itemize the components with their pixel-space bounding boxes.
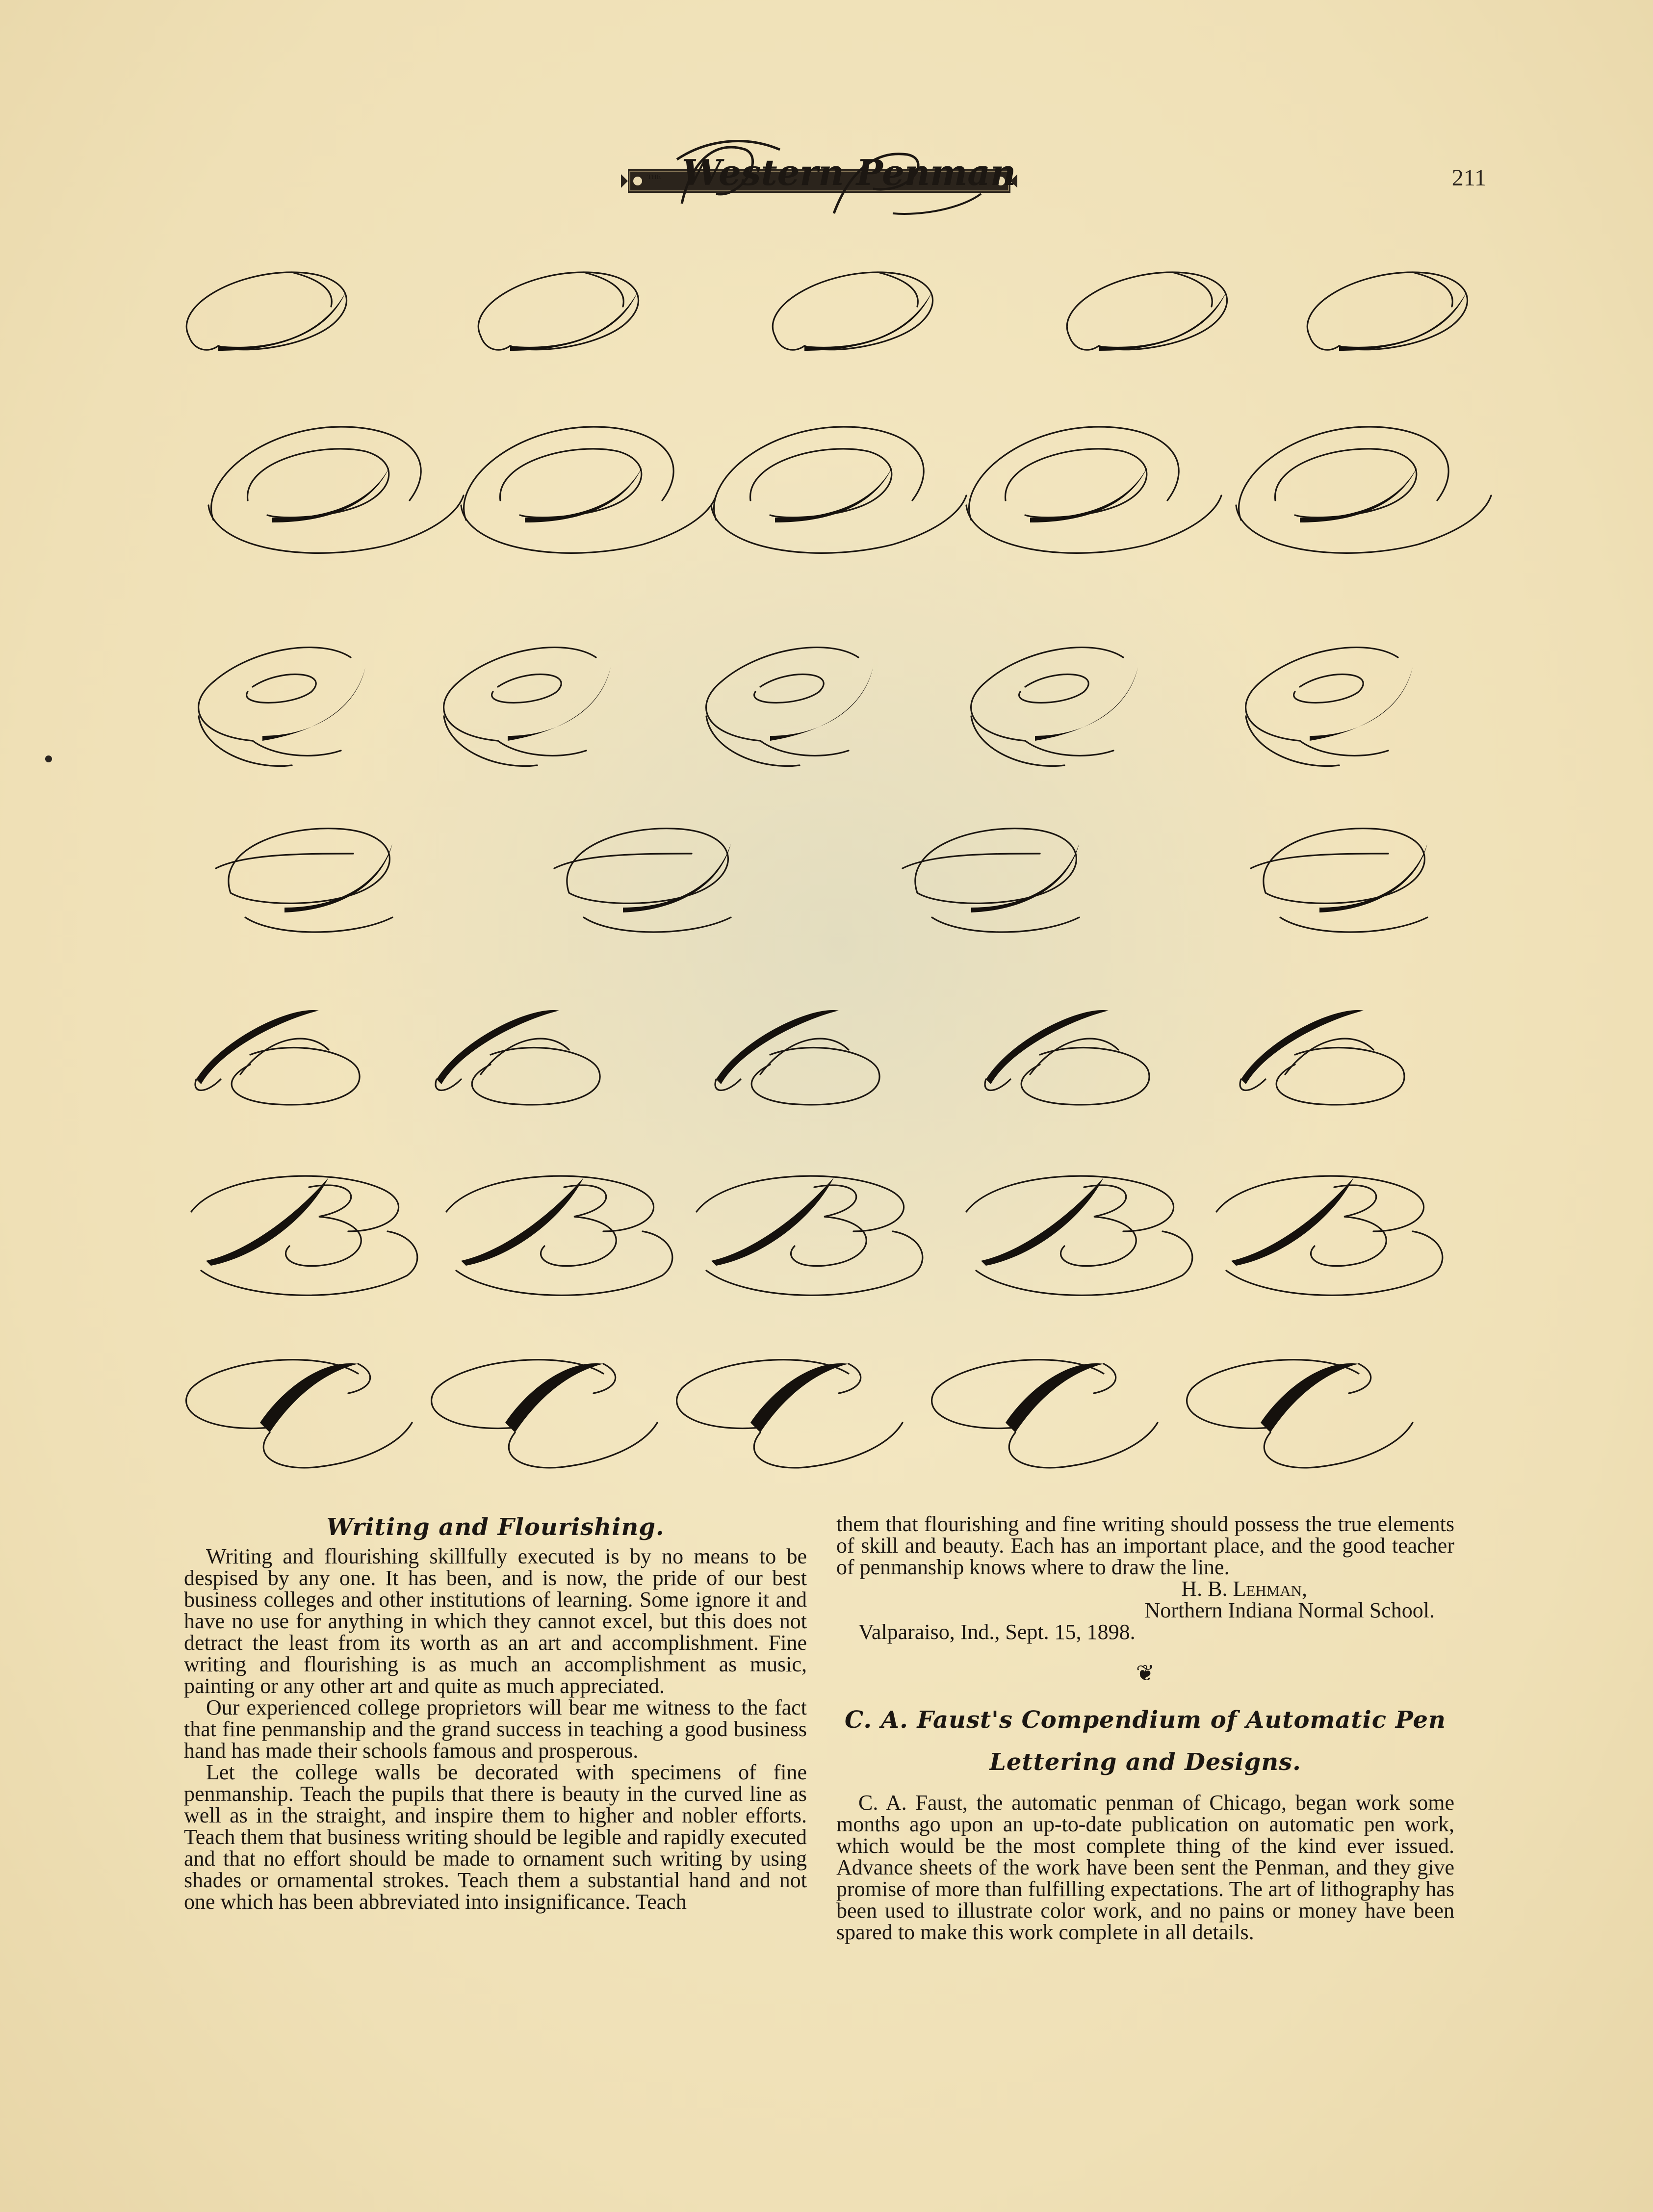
flourish-o-4: [1067, 272, 1227, 351]
flourish-b-3: [697, 1176, 923, 1295]
article-2-title-line-1: C. A. Faust's Compendium of Automatic Pen: [845, 1706, 1446, 1734]
article-2-title-line-2: Lettering and Designs.: [989, 1748, 1301, 1776]
flourish-o-7: [461, 427, 716, 553]
row-1-capital-o: [186, 272, 1467, 351]
logo-name: Western Penman: [682, 152, 1016, 193]
flourish-o-2: [478, 272, 638, 351]
flourish-o-1: [186, 272, 346, 351]
flourish-a-4: [985, 1010, 1149, 1105]
flourish-o-12: [554, 829, 731, 932]
flourish-b-1: [191, 1176, 417, 1295]
flourish-b-5: [1216, 1176, 1443, 1295]
flourish-c-6: [186, 1360, 412, 1468]
flourish-c-3: [706, 648, 873, 766]
flourish-o-10: [1236, 427, 1491, 553]
logo-prefix: THE: [647, 174, 661, 181]
right-column: [836, 1513, 1454, 1943]
flourish-o-13: [903, 829, 1079, 932]
flourish-o-9: [966, 427, 1221, 553]
flourish-b-2: [446, 1176, 672, 1295]
flourish-a-3: [715, 1010, 879, 1105]
dateline: Valparaiso, Ind., Sept. 15, 1898.: [858, 1620, 1136, 1644]
flourish-o-5: [1307, 272, 1467, 351]
row-5-capital-a: [195, 1010, 1404, 1105]
page-number: 211: [1451, 165, 1486, 191]
row-7-capital-c: [186, 1360, 1413, 1468]
paragraph-continuation: them that flourishing and fine writing should possess the true elements of skill and beauty. Each has an important place, and the good teacher of penmanship knows where to draw the line.: [836, 1512, 1454, 1579]
article-2-paragraph: C. A. Faust, the automatic penman of Chicago, began work some months ago upon an up-to-date publication on automatic pen work, which would be the most complete thing of the kind ever issued. Advance sheets of the work have been sent the Penman, and they give promise of more than fulfilling expectations. The art of lithography has been used to illustrate color work, and no pains or money have been spared to make this work complete in all details.: [836, 1791, 1454, 1944]
paragraph-1: Writing and flourishing skillfully executed is by no means to be despised by any one. It has been, and is now, the pride of our best business colleges and other institutions of learning. Some ignore it and have no use for anything in which they cannot excel, but this does not detract the least from its worth as an art and accomplishment. Fine writing and flourishing is as much an accomplishment as music, painting or any other art and quite as much appreciated.: [184, 1544, 807, 1698]
paragraph-2: Our experienced college proprietors will bear me witness to the fact that fine penmanship and the grand success in teaching a good business hand has made their schools famous and prosperous.: [184, 1695, 807, 1763]
flourish-o-8: [711, 427, 966, 553]
author-school: Northern Indiana Normal School.: [1144, 1598, 1435, 1622]
article-title: Writing and Flourishing.: [326, 1513, 665, 1541]
row-2-flourished-o: [208, 427, 1491, 553]
flourish-b-4: [966, 1176, 1192, 1295]
flourish-o-11: [216, 829, 392, 932]
article-writing-and-flourishing: [184, 1513, 807, 1913]
flourish-c-5: [1246, 648, 1413, 766]
flourish-c-1: [199, 648, 365, 766]
row-6-capital-b: [191, 1176, 1443, 1295]
flourish-c-8: [677, 1360, 903, 1468]
row-3-looped-c: [199, 648, 1413, 766]
flourish-c-4: [971, 648, 1138, 766]
flourish-c-7: [432, 1360, 657, 1468]
flourish-c-2: [444, 648, 611, 766]
section-ornament: ❦: [1136, 1661, 1155, 1686]
author-signature: H. B. Lehman,: [1181, 1577, 1307, 1601]
flourish-o-6: [208, 427, 464, 553]
flourish-a-2: [436, 1010, 600, 1105]
flourish-c-10: [1187, 1360, 1413, 1468]
paragraph-3: Let the college walls be decorated with specimens of fine penmanship. Teach the pupils that there is beauty in the curved line as well as in the straight, and inspire them to higher and nobler efforts. Teach them that business writing should be legible and rapidly executed and that no effort should be made to ornament such writing by using shades or ornamental strokes. Teach them a substantial hand and not one which has been abbreviated into insignificance. Teach: [184, 1760, 807, 1914]
flourish-a-5: [1240, 1010, 1404, 1105]
flourish-o-14: [1251, 829, 1427, 932]
row-4-wide-o: [216, 829, 1427, 932]
flourish-c-9: [932, 1360, 1158, 1468]
flourish-a-1: [195, 1010, 360, 1105]
flourish-o-3: [773, 272, 932, 351]
